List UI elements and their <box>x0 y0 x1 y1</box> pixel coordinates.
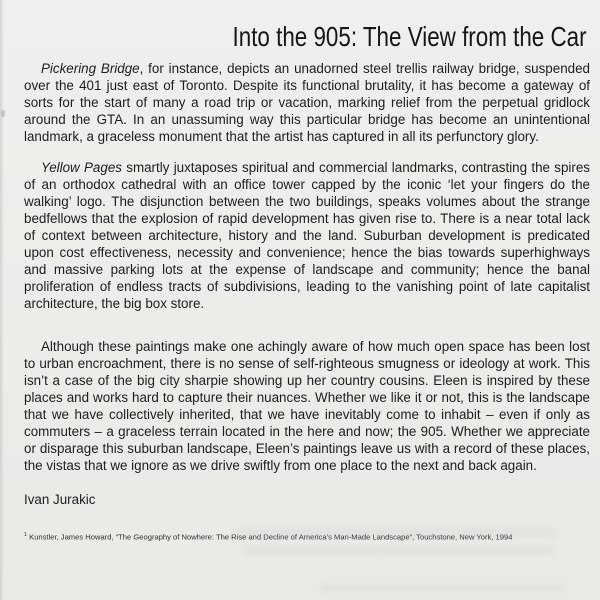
artwork-title-pickering-bridge: Pickering Bridge <box>41 61 140 76</box>
page-showthrough-artifact <box>320 584 566 592</box>
author-signature: Ivan Jurakic <box>24 492 96 507</box>
paragraph-1-text: , for instance, depicts an unadorned steel trellis railway bridge, suspended over the 401 just east of Toronto. Despite its functional brutality, it has become a gateway of sorts for the start of many a road trip or vacation, marking relief from the perpetual gridlock around the GTA. In an unassuming way this particular bridge has become an unintentional landmark, a graceless monument that the artist has captured in all its perfunctory glory. <box>24 61 590 144</box>
paragraph-3-text: Although these paintings make one achingly aware of how much open space has been lost to urban encroachment, there is no sense of self-righteous smugness or ideology at work. This isn’t a case of the big city sharpie showing up her country cousins. Eleen is inspired by these places and works hard to capture their nuances. Whether we like it or not, this is the landscape that we have collectively inherited, that we have inevitably come to inhabit – even if only as commuters – a graceless terrain located in the here and now; the 905. Whether we appreciate or disparage this suburban landscape, Eleen’s paintings leave us with a record of these places, the vistas that we ignore as we drive swiftly from one place to the next and back again. <box>24 339 590 473</box>
essay-body <box>24 60 590 542</box>
page-edge-shadow <box>0 0 4 600</box>
page-showthrough-artifact <box>232 528 558 538</box>
paragraph-yellow-pages <box>24 159 590 312</box>
scan-edge-artifact <box>1 110 5 117</box>
paragraph-conclusion <box>24 338 590 474</box>
artwork-title-yellow-pages: Yellow Pages <box>41 160 122 175</box>
page-showthrough-artifact <box>244 546 554 555</box>
paragraph-pickering-bridge <box>24 60 590 145</box>
page-title-text: Into the 905: The View from the Car <box>232 21 587 52</box>
footnote-text: Kunstler, James Howard, “The Geography of Nowhere: The Rise and Decline of America’s Man-Made Landscape”, Touchstone, New York, 1994 <box>29 532 513 542</box>
paragraph-2-text: smartly juxtaposes spiritual and commercial landmarks, contrasting the spires of an orthodox cathedral with an office tower capped by the iconic ‘let your fingers do the walking’ logo. The disjunction between the two buildings, speaks volumes about the strange bedfellows that the explosion of rapid development has given rise to. There is a near total lack of context between architecture, history and the land. Suburban development is predicated upon cost effectiveness, necessity and convenience; hence the bias towards superhighways and massive parking lots at the expense of landscape and community; hence the banal proliferation of endless tracts of subdivisions, leading to the vanishing point of late capitalist architecture, the big box store. <box>24 160 590 311</box>
footnote-marker: 1 <box>24 532 28 538</box>
page-title <box>144 21 587 53</box>
